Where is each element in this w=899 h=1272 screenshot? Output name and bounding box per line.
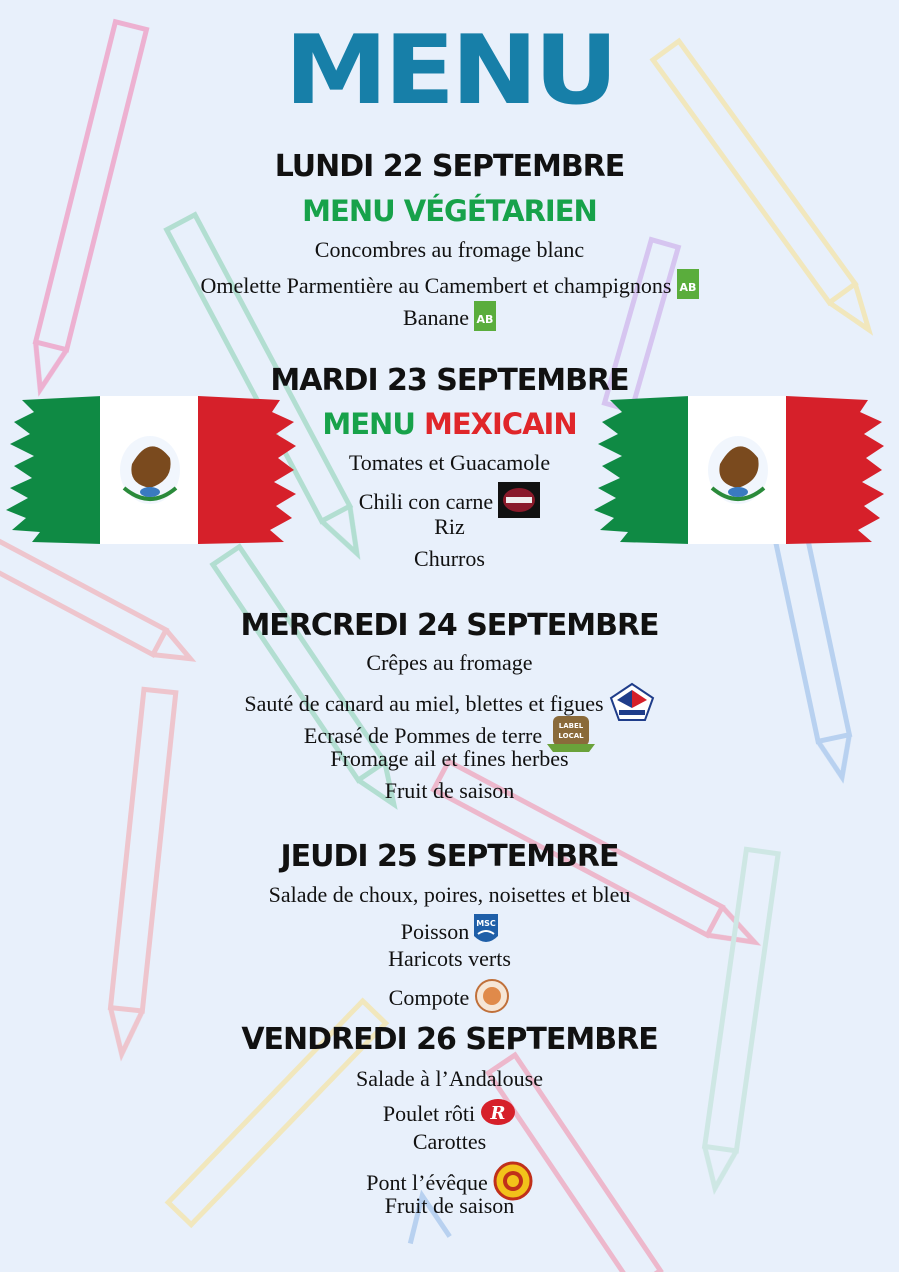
- label-rouge-icon: [480, 1097, 516, 1131]
- svg-text:LOCAL: LOCAL: [558, 732, 584, 740]
- dish-item: Omelette Parmentière au Camembert et champignons AB: [0, 271, 899, 305]
- dish-item: Fruit de saison: [384, 778, 515, 803]
- dish-item: Sauté de canard au miel, blettes et figues: [0, 684, 899, 728]
- dish-item: Fruit de saison: [384, 1193, 515, 1218]
- menu-vegetarien-label: MENU VÉGÉTARIEN: [302, 194, 597, 228]
- dish-item: Salade de choux, poires, noisettes et bleu: [268, 882, 631, 907]
- dish-item: Carottes: [412, 1129, 487, 1154]
- svg-text:R: R: [490, 1103, 506, 1124]
- day-heading-lundi: LUNDI 22 SEPTEMBRE: [274, 149, 625, 184]
- dish-item: Ecrasé de Pommes de terre LABEL LOCAL: [0, 716, 899, 760]
- day-heading-mardi: MARDI 23 SEPTEMBRE: [270, 363, 629, 398]
- dish-item: Banane AB: [0, 303, 899, 337]
- dish-item: Compote: [0, 980, 899, 1020]
- dish-item: Tomates et Guacamole: [348, 450, 551, 475]
- dish-item: Salade à l’Andalouse: [356, 1066, 543, 1091]
- dish-item: Crêpes au fromage: [366, 650, 533, 675]
- dish-item: Fromage ail et fines herbes: [330, 746, 569, 771]
- msc-label-icon: [474, 914, 498, 950]
- day-heading-mercredi: MERCREDI 24 SEPTEMBRE: [240, 608, 659, 643]
- dish-item: Churros: [414, 546, 485, 571]
- menu-title: MENU: [284, 13, 615, 127]
- svg-text:AB: AB: [476, 313, 494, 326]
- dish-item: Haricots verts: [388, 946, 511, 971]
- dish-item: Concombres au fromage blanc: [314, 237, 585, 262]
- dish-item: Poisson MSC: [0, 916, 899, 952]
- svg-text:MSC: MSC: [476, 919, 497, 928]
- svg-text:AB: AB: [679, 281, 696, 294]
- organic-ab-icon: [677, 269, 699, 303]
- organic-ab-icon: [474, 301, 496, 335]
- menu-mexicain-label: MENU MEXICAIN: [322, 407, 577, 441]
- fait-maison-icon: [474, 978, 510, 1018]
- dish-item: Chili con carne: [0, 484, 899, 524]
- day-heading-jeudi: JEUDI 25 SEPTEMBRE: [280, 839, 619, 874]
- svg-text:LABEL: LABEL: [558, 722, 584, 730]
- dish-item: Poulet rôti R: [0, 1099, 899, 1133]
- dish-item: Pont l’évêque: [0, 1163, 899, 1207]
- day-heading-vendredi: VENDREDI 26 SEPTEMBRE: [241, 1022, 658, 1057]
- dish-item: Riz: [434, 514, 465, 539]
